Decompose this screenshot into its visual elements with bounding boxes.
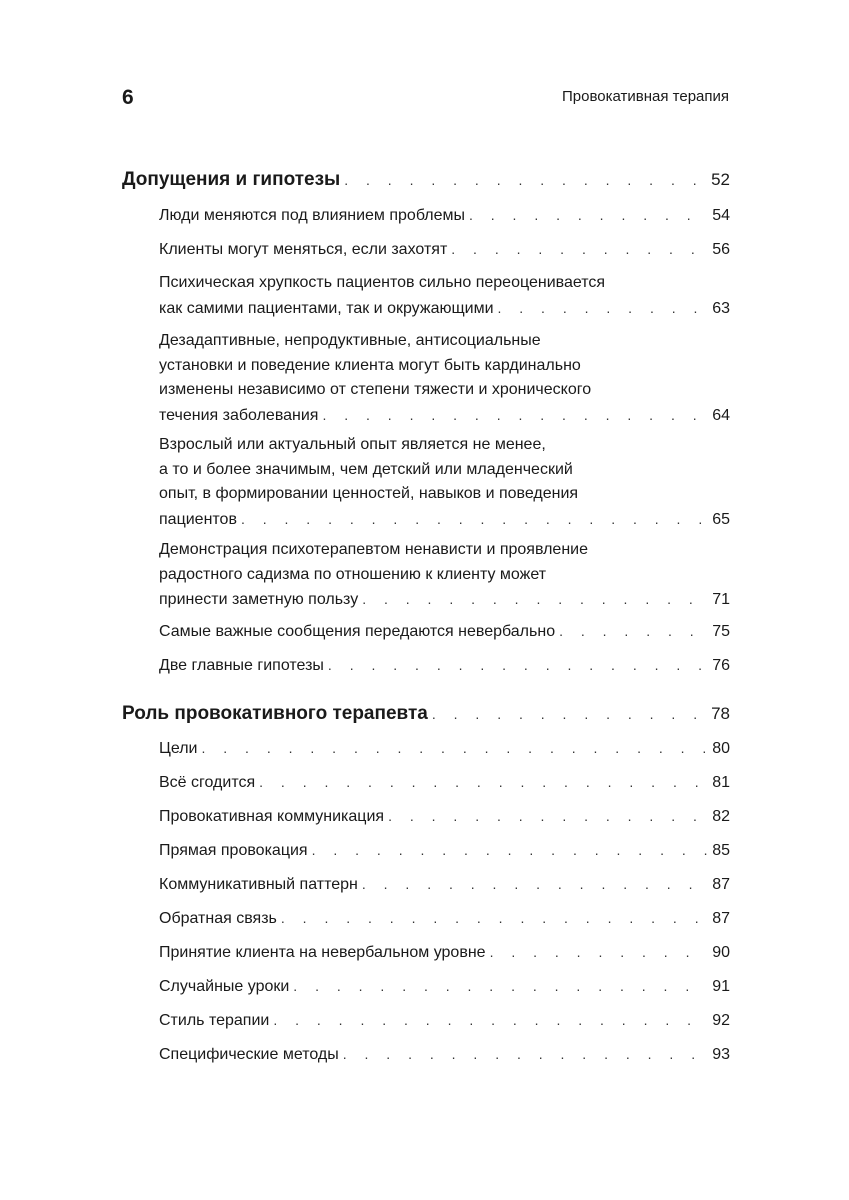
dot-leader — [388, 804, 707, 829]
toc-item — [159, 906, 730, 932]
toc-item — [159, 653, 730, 679]
dot-leader — [322, 403, 707, 428]
toc-item-text: течения заболевания — [159, 406, 319, 424]
toc-item-text: Провокативная коммуникация — [159, 808, 385, 825]
dot-leader — [273, 1008, 707, 1033]
toc-page-number: 78 — [711, 704, 730, 723]
dot-leader — [490, 940, 708, 965]
toc-page-number: 52 — [711, 170, 730, 189]
toc-item — [159, 203, 730, 229]
toc-item-text: установки и поведение клиента могут быть кардинально — [159, 356, 581, 374]
dot-leader — [241, 507, 707, 532]
toc-page-number: 54 — [712, 207, 730, 224]
toc-item — [159, 974, 730, 1000]
toc-item-text: Психическая хрупкость пациентов сильно переоценивается — [159, 274, 606, 291]
dot-leader — [312, 838, 708, 863]
toc-page-number: 93 — [712, 1046, 730, 1063]
toc-item-text: Самые важные сообщения передаются невербально — [159, 623, 556, 640]
toc-page-number: 64 — [712, 406, 730, 424]
toc-item-text: Цели — [159, 740, 198, 757]
toc-item — [159, 237, 730, 263]
toc-item-text: Коммуникативный паттерн — [159, 876, 358, 893]
toc-page-number: 81 — [712, 774, 730, 791]
toc-item-text: Дезадаптивные, непродуктивные, антисоциальные — [159, 332, 541, 349]
dot-leader — [281, 906, 707, 931]
toc-page-number: 75 — [712, 623, 730, 640]
toc-section — [122, 167, 730, 193]
toc-item — [159, 872, 730, 898]
dot-leader — [469, 203, 707, 228]
toc-item — [159, 271, 730, 321]
toc-section-title: Роль провокативного терапевта — [122, 703, 428, 724]
toc-item — [159, 770, 730, 796]
toc-page-number: 87 — [712, 876, 730, 893]
dot-leader — [344, 167, 706, 193]
toc-item-text: как самими пациентами, так и окружающими — [159, 299, 494, 317]
dot-leader — [293, 974, 707, 999]
toc-item-text: принести заметную пользу — [159, 591, 359, 608]
dot-leader — [343, 1042, 707, 1067]
toc-item-text: Две главные гипотезы — [159, 657, 324, 674]
toc-item — [159, 433, 730, 532]
toc-page-number: 92 — [712, 1012, 730, 1029]
toc-page-number: 63 — [712, 299, 730, 317]
toc-item — [159, 1008, 730, 1034]
toc-page-number: 71 — [712, 591, 730, 608]
dot-leader — [498, 296, 708, 321]
toc-item — [159, 329, 730, 428]
dot-leader — [362, 587, 707, 612]
toc-item-text: Клиенты могут меняться, если захотят — [159, 241, 448, 258]
dot-leader — [451, 237, 707, 262]
toc-item-text: изменены независимо от степени тяжести и хронического — [159, 381, 592, 398]
toc-item-text: Обратная связь — [159, 910, 277, 927]
toc-page-number: 56 — [712, 241, 730, 258]
dot-leader — [559, 619, 707, 644]
page-number: 6 — [122, 86, 134, 109]
toc-section — [122, 701, 730, 727]
toc-item-text: Демонстрация психотерапевтом ненависти и проявление — [159, 541, 588, 558]
dot-leader — [362, 872, 707, 897]
toc-item-text: а то и более значимым, чем детский или младенческий — [159, 460, 573, 478]
toc-item-text: Принятие клиента на невербальном уровне — [159, 944, 486, 961]
toc-item — [159, 1042, 730, 1068]
toc-item — [159, 736, 730, 762]
toc-item — [159, 538, 730, 613]
toc-page-number: 90 — [712, 944, 730, 961]
toc-page-number: 80 — [712, 740, 730, 757]
dot-leader — [201, 736, 707, 761]
toc-item-text: опыт, в формировании ценностей, навыков и поведения — [159, 485, 579, 502]
toc-item-text: Люди меняются под влиянием проблемы — [159, 207, 465, 224]
dot-leader — [328, 653, 707, 678]
toc-item-text: Случайные уроки — [159, 978, 290, 995]
toc-item-text: Специфические методы — [159, 1046, 339, 1063]
dot-leader — [259, 770, 707, 795]
toc-page-number: 82 — [712, 808, 730, 825]
toc-item-text: Прямая провокация — [159, 842, 308, 859]
running-title: Провокативная терапия — [562, 88, 729, 105]
toc-item-text: Взрослый или актуальный опыт является не менее, — [159, 436, 546, 453]
toc-page-number: 65 — [712, 510, 730, 528]
toc-page-number: 91 — [712, 978, 730, 995]
toc-item — [159, 804, 730, 830]
toc-item-text: пациентов — [159, 510, 237, 528]
toc-item-text: радостного садизма по отношению к клиенту может — [159, 565, 547, 583]
toc-item — [159, 940, 730, 966]
toc-item-text: Всё сгодится — [159, 774, 256, 791]
toc-section-title: Допущения и гипотезы — [122, 169, 341, 190]
dot-leader — [432, 701, 706, 727]
toc-page-number: 85 — [712, 842, 730, 859]
toc-item — [159, 619, 730, 645]
toc-page-number: 76 — [712, 657, 730, 674]
toc-page-number: 87 — [712, 910, 730, 927]
toc-item — [159, 838, 730, 864]
toc-item-text: Стиль терапии — [159, 1012, 270, 1029]
